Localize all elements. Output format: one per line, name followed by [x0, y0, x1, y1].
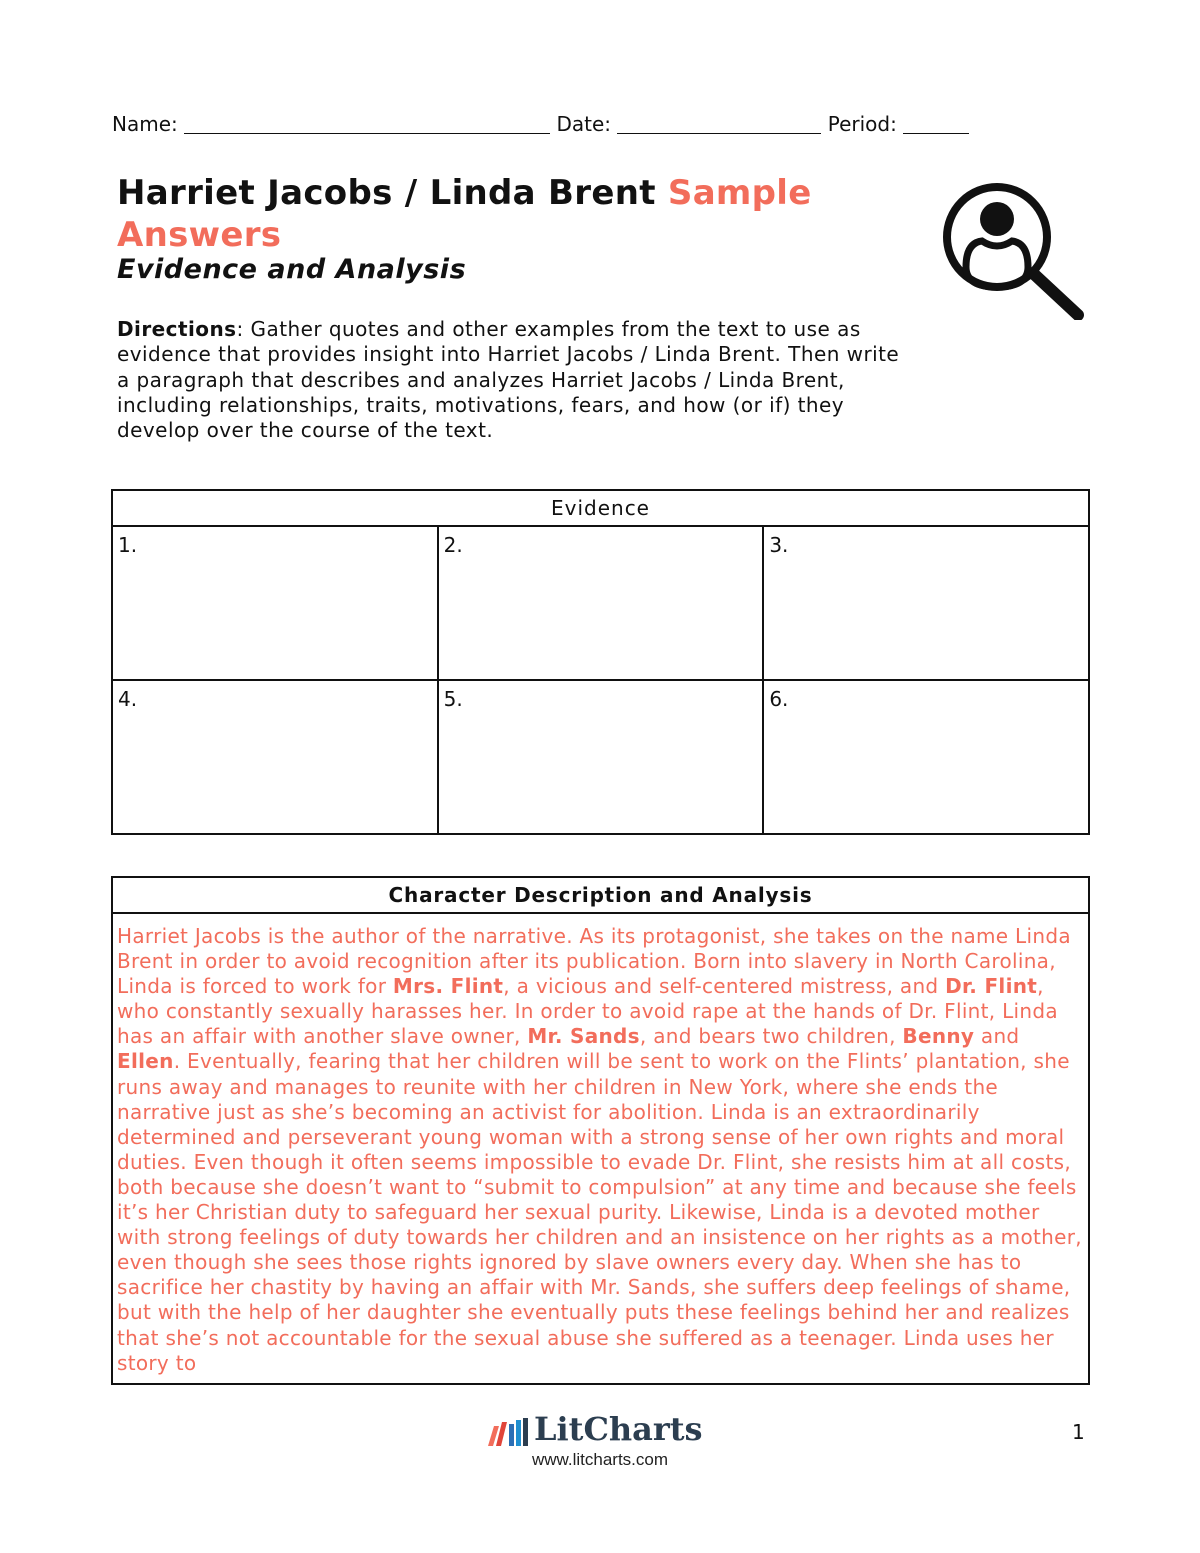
analysis-segment: , and bears two children,: [639, 1024, 903, 1049]
character-name-benny: Benny: [902, 1024, 975, 1049]
directions-label: Directions: [117, 317, 237, 341]
evidence-number: 5.: [443, 687, 463, 711]
character-name-ellen: Ellen: [117, 1049, 174, 1074]
evidence-number: 4.: [118, 687, 138, 711]
directions: [117, 317, 907, 443]
page-subtitle: Evidence and Analysis: [117, 254, 467, 285]
title-accent: Sample Answers: [117, 173, 812, 255]
analysis-text: [113, 914, 1088, 1376]
date-field[interactable]: [617, 113, 821, 134]
analysis-segment: Harriet Jacobs is the author of the narrative. As its protagonist, she takes on the name Linda Brent in order to avoid recognition after its publication. Born into slavery in North Carolina, Linda is forced to work for: [117, 924, 1071, 999]
analysis-segment: , a vicious and self-centered mistress, and: [503, 974, 946, 999]
analysis-segment: . Eventually, fearing that her children will be sent to work on the Flints’ plantation, she runs away and manages to reunite with her children in New York, where she ends the narrative just as she’s becoming an activist for abolition. Linda is an extraordinarily determined and perseverant young woman with a strong sense of her own rights and moral duties. Even though it often seems impossible to evade Dr. Flint, she resists him at all costs, both because she doesn’t want to “submit to compulsion” at any time and because she feels it’s her Christian duty to safeguard her sexual purity. Likewise, Linda is a devoted mother with strong feelings of duty towards her children and an insistence on her rights as a mother, even though she sees those rights ignored by slave owners every day. When she has to sacrifice her chastity by having an affair with Mr. Sands, she suffers deep feelings of shame, but with the help of her daughter she eventually puts these feelings behind her and realizes that she’s not accountable for the sexual abuse she suffered as a teenager. Linda uses her story to: [117, 1049, 1082, 1375]
page-number: 1: [1072, 1420, 1085, 1444]
character-name-mr-sands: Mr. Sands: [527, 1024, 640, 1049]
evidence-table: [111, 489, 1090, 835]
logo-bars-icon: [488, 1418, 530, 1446]
period-field[interactable]: [903, 113, 969, 134]
evidence-number: 1.: [118, 533, 138, 557]
evidence-cell[interactable]: [438, 526, 764, 680]
character-name-dr-flint: Dr. Flint: [945, 974, 1038, 999]
date-label: Date:: [556, 112, 612, 136]
character-analysis-box: [111, 876, 1090, 1385]
evidence-cell[interactable]: [112, 680, 438, 834]
evidence-number: 2.: [443, 533, 463, 557]
logo-text: LitCharts: [534, 1410, 703, 1448]
evidence-heading: Evidence: [112, 490, 1089, 526]
directions-text: : Gather quotes and other examples from the text to use as evidence that provides insight into Harriet Jacobs / Linda Brent. Then write a paragraph that describes and analyzes Harriet Jacobs / Linda Brent, including relationships, traits, motivations, fears, and how (or if) they develop over the course of the text.: [117, 317, 900, 443]
name-field[interactable]: [184, 113, 550, 134]
student-info-line: [112, 112, 1012, 136]
evidence-number: 3.: [769, 533, 789, 557]
footer-url[interactable]: www.litcharts.com: [531, 1450, 669, 1469]
evidence-cell[interactable]: [763, 526, 1089, 680]
character-name-mrs-flint: Mrs. Flint: [392, 974, 504, 999]
name-label: Name:: [112, 112, 178, 136]
analysis-segment: , who constantly sexually harasses her. In order to avoid rape at the hands of Dr. Flint, Linda has an affair with another slave owner,: [117, 974, 1058, 1049]
magnifier-person-icon: [940, 175, 1085, 320]
evidence-cell[interactable]: [112, 526, 438, 680]
period-label: Period:: [827, 112, 897, 136]
analysis-heading: Character Description and Analysis: [113, 878, 1088, 914]
page-title: [117, 172, 877, 256]
analysis-segment: and: [974, 1024, 1020, 1049]
litcharts-logo[interactable]: [488, 1412, 718, 1452]
title-main: Harriet Jacobs / Linda Brent: [117, 173, 656, 213]
evidence-cell[interactable]: [438, 680, 764, 834]
evidence-number: 6.: [769, 687, 789, 711]
evidence-cell[interactable]: [763, 680, 1089, 834]
